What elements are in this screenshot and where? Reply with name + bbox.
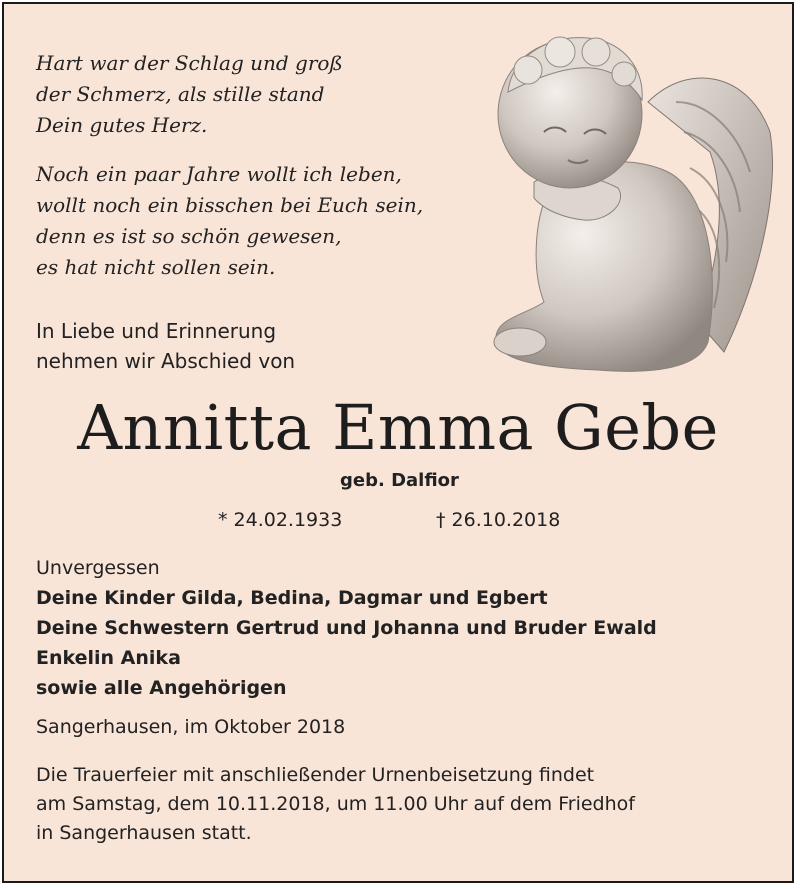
mourner-line: Enkelin Anika — [36, 647, 181, 669]
intro-text — [36, 316, 295, 376]
maiden-name: geb. Dalfior — [340, 470, 459, 491]
funeral-line: Die Trauerfeier mit anschließender Urnenbeisetzung findet — [36, 764, 595, 786]
birth-date: * 24.02.1933 — [218, 509, 343, 531]
mourner-line: Deine Kinder Gilda, Bedina, Dagmar und Egbert — [36, 587, 548, 609]
poem-line: wollt noch ein bisschen bei Euch sein, — [36, 193, 424, 217]
funeral-line: am Samstag, dem 10.11.2018, um 11.00 Uhr auf dem Friedhof — [36, 793, 635, 815]
deceased-name: Annitta Emma Gebe — [77, 391, 719, 464]
poem-line: der Schmerz, als stille stand — [36, 82, 325, 106]
poem-line: Hart war der Schlag und groß — [36, 51, 343, 75]
poem-line: es hat nicht sollen sein. — [36, 255, 276, 279]
intro-line: nehmen wir Abschied von — [36, 349, 296, 373]
place-date: Sangerhausen, im Oktober 2018 — [36, 716, 346, 738]
poem-line: Dein gutes Herz. — [36, 113, 208, 137]
obituary-card — [2, 2, 794, 883]
funeral-info — [36, 761, 756, 848]
angel-statue-image — [488, 22, 780, 380]
poem-line: denn es ist so schön gewesen, — [36, 224, 342, 248]
poem-stanza-1 — [36, 48, 343, 141]
mourners-block — [36, 553, 657, 703]
poem-line: Noch ein paar Jahre wollt ich leben, — [36, 162, 402, 186]
mourner-line: Deine Schwestern Gertrud und Johanna und Bruder Ewald — [36, 617, 657, 639]
funeral-line: in Sangerhausen statt. — [36, 822, 252, 844]
poem-stanza-2 — [36, 159, 423, 283]
death-date: † 26.10.2018 — [436, 509, 561, 531]
intro-line: In Liebe und Erinnerung — [36, 319, 277, 343]
mourners-heading: Unvergessen — [36, 557, 160, 579]
mourner-line: sowie alle Angehörigen — [36, 677, 287, 699]
